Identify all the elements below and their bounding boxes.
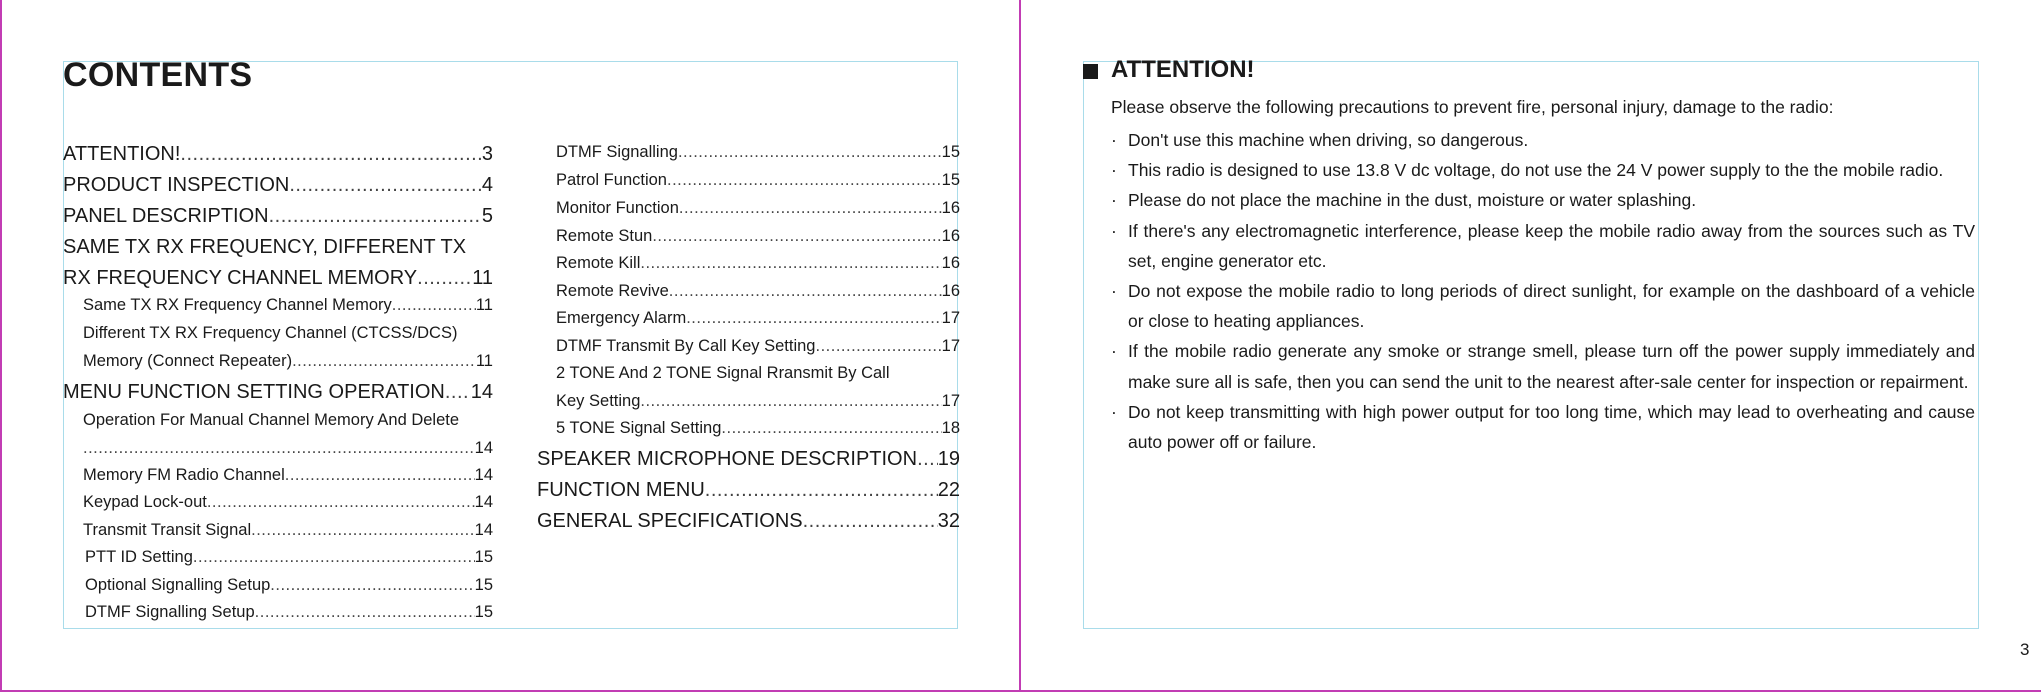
toc-entry-page: 17 <box>941 392 960 410</box>
precaution-item <box>1111 397 1975 457</box>
toc-entry-label: Keypad Lock-out <box>83 493 207 511</box>
toc-entry <box>85 548 493 572</box>
toc-leader-dots <box>705 479 938 502</box>
toc-entry-page: 32 <box>937 510 960 532</box>
toc-entry-label: DTMF Signalling <box>556 143 678 161</box>
toc-entry-label: DTMF Transmit By Call Key Setting <box>556 337 816 355</box>
precaution-item <box>1111 185 1975 215</box>
toc-entry <box>83 439 493 463</box>
toc-entry <box>63 267 493 291</box>
toc-leader-dots <box>269 205 482 228</box>
toc-leader-dots <box>83 439 475 458</box>
toc-leader-dots <box>640 254 941 273</box>
toc-entry-label: SPEAKER MICROPHONE DESCRIPTION <box>537 448 918 470</box>
toc-leader-dots <box>721 419 941 438</box>
toc-entry <box>556 282 960 306</box>
bullet-dot-icon: · <box>1111 190 1117 211</box>
toc-entry-label: Remote Revive <box>556 282 669 300</box>
toc-entry <box>83 324 457 343</box>
toc-entry <box>556 392 960 416</box>
toc-leader-dots <box>679 199 942 218</box>
toc-entry <box>537 448 960 472</box>
toc-entry-page: 16 <box>941 199 960 217</box>
toc-leader-dots <box>917 448 938 471</box>
toc-entry <box>63 174 493 198</box>
toc-entry-page: 5 <box>481 205 493 227</box>
toc-entry-page: 11 <box>472 267 493 289</box>
toc-entry-label: Different TX RX Frequency Channel (CTCSS/DCS) <box>83 324 458 342</box>
toc-leader-dots <box>815 337 941 356</box>
toc-entry <box>556 143 960 167</box>
toc-entry-page: 22 <box>937 479 960 501</box>
toc-leader-dots <box>417 267 472 290</box>
toc-entry-label: Optional Signalling Setup <box>85 576 271 594</box>
toc-entry-page: 17 <box>941 309 960 327</box>
toc-entry-label: Remote Stun <box>556 227 653 245</box>
precaution-text: Do not keep transmitting with high power output for too long time, which may lead to overheating and cause auto power off or failure. <box>1128 401 1975 453</box>
precaution-text: If there's any electromagnetic interference, please keep the mobile radio away from the sources such as TV set, engine generator etc. <box>1128 220 1975 271</box>
bullet-dot-icon: · <box>1111 281 1117 302</box>
precaution-item <box>1111 155 1975 185</box>
toc-entry <box>556 309 960 333</box>
toc-entry <box>63 236 466 259</box>
toc-leader-dots <box>270 576 474 595</box>
bullet-dot-icon: · <box>1111 160 1117 181</box>
section-square-icon <box>1083 64 1098 79</box>
attention-title: ATTENTION! <box>1111 56 1255 83</box>
toc-leader-dots <box>207 493 475 512</box>
toc-entry <box>83 521 493 545</box>
toc-entry-label: 2 TONE And 2 TONE Signal Rransmit By Call <box>556 364 890 382</box>
precaution-item <box>1111 276 1975 336</box>
precaution-text: Do not expose the mobile radio to long periods of direct sunlight, for example on the dashboard of a vehicle or close to heating appliances. <box>1128 281 1975 332</box>
toc-entry <box>556 171 960 195</box>
toc-entry-label: PTT ID Setting <box>85 548 193 566</box>
bullet-dot-icon: · <box>1111 341 1117 362</box>
toc-entry-label: Transmit Transit Signal <box>83 521 252 539</box>
toc-leader-dots <box>392 296 476 315</box>
toc-entry-label: Memory (Connect Repeater) <box>83 352 293 370</box>
toc-entry-label: ATTENTION! <box>63 143 181 165</box>
precaution-item <box>1111 216 1975 276</box>
toc-entry <box>83 296 493 320</box>
toc-entry <box>556 419 960 443</box>
toc-entry-label: PRODUCT INSPECTION <box>63 174 290 196</box>
toc-entry <box>537 479 960 503</box>
toc-entry-page: 4 <box>481 174 493 196</box>
toc-entry-page: 14 <box>474 521 493 539</box>
toc-entry-label: DTMF Signalling Setup <box>85 603 255 621</box>
toc-entry-label: Emergency Alarm <box>556 309 687 327</box>
toc-entry-page: 16 <box>941 282 960 300</box>
toc-leader-dots <box>445 381 471 404</box>
toc-entry <box>83 411 459 430</box>
toc-entry-label: MENU FUNCTION SETTING OPERATION <box>63 381 445 403</box>
toc-entry-page: 3 <box>481 143 493 165</box>
precaution-item <box>1111 336 1975 396</box>
toc-entry <box>63 143 493 167</box>
toc-entry-label: Operation For Manual Channel Memory And Delete <box>83 411 460 429</box>
toc-entry <box>537 510 960 534</box>
toc-entry-label: PANEL DESCRIPTION <box>63 205 269 227</box>
toc-entry <box>85 603 493 627</box>
toc-entry <box>63 205 493 229</box>
precaution-text: Don't use this machine when driving, so dangerous. <box>1128 130 1529 150</box>
left-page-edge <box>0 0 2 692</box>
toc-entry-page: 14 <box>470 381 493 403</box>
toc-leader-dots <box>678 143 942 162</box>
toc-leader-dots <box>640 392 941 411</box>
toc-entry-page: 15 <box>941 143 960 161</box>
toc-entry <box>85 576 493 600</box>
toc-entry-page: 14 <box>474 493 493 511</box>
bullet-dot-icon: · <box>1111 130 1117 150</box>
toc-leader-dots <box>686 309 941 328</box>
toc-entry-page: 17 <box>941 337 960 355</box>
bullet-dot-icon: · <box>1111 220 1117 241</box>
toc-entry-label: Memory FM Radio Channel <box>83 466 285 484</box>
bullet-dot-icon: · <box>1111 401 1117 422</box>
toc-leader-dots <box>180 143 481 166</box>
toc-entry <box>83 352 493 376</box>
toc-entry-page: 14 <box>474 439 493 457</box>
toc-entry-page: 18 <box>941 419 960 437</box>
page-number: 3 <box>2020 640 2030 659</box>
contents-title: CONTENTS <box>63 56 253 94</box>
toc-entry-label: 5 TONE Signal Setting <box>556 419 722 437</box>
toc-entry-label: Remote Kill <box>556 254 641 272</box>
toc-entry <box>556 227 960 251</box>
toc-entry <box>556 199 960 223</box>
precaution-text: Please do not place the machine in the dust, moisture or water splashing. <box>1128 190 1697 211</box>
toc-entry-label: Monitor Function <box>556 199 679 217</box>
precautions-list <box>1111 125 1975 457</box>
toc-entry-page: 15 <box>474 548 493 566</box>
toc-leader-dots <box>255 603 475 622</box>
toc-entry-label: SAME TX RX FREQUENCY, DIFFERENT TX <box>63 236 467 258</box>
toc-leader-dots <box>289 174 482 197</box>
toc-leader-dots <box>193 548 475 567</box>
toc-entry-label: Key Setting <box>556 392 641 410</box>
attention-intro: Please observe the following precautions to prevent fire, personal injury, damage to the radio: <box>1111 97 1834 117</box>
toc-entry-page: 15 <box>941 171 960 189</box>
toc-entry-label: RX FREQUENCY CHANNEL MEMORY <box>63 267 418 289</box>
precaution-text: This radio is designed to use 13.8 V dc voltage, do not use the 24 V power supply to the the mobile radio. <box>1128 160 1944 181</box>
toc-entry <box>63 381 493 405</box>
toc-leader-dots <box>803 510 938 533</box>
toc-entry <box>556 364 890 383</box>
toc-entry-label: Patrol Function <box>556 171 667 189</box>
toc-entry-page: 19 <box>937 448 960 470</box>
toc-leader-dots <box>292 352 476 371</box>
toc-entry <box>83 493 493 517</box>
toc-leader-dots <box>285 466 475 485</box>
precaution-item <box>1111 125 1975 155</box>
toc-entry-page: 16 <box>941 227 960 245</box>
toc-entry-page: 14 <box>474 466 493 484</box>
toc-entry-page: 15 <box>474 576 493 594</box>
toc-entry <box>556 337 960 361</box>
toc-entry-label: FUNCTION MENU <box>537 479 705 501</box>
toc-entry-page: 11 <box>475 296 493 314</box>
precaution-text: If the mobile radio generate any smoke or strange smell, please turn off the power supply immediately and make sure all is safe, then you can send the unit to the nearest after-sale center for inspection or repairment. <box>1128 341 1975 392</box>
toc-entry-label: Same TX RX Frequency Channel Memory <box>83 296 392 314</box>
toc-leader-dots <box>251 521 475 540</box>
toc-entry-page: 16 <box>941 254 960 272</box>
toc-leader-dots <box>652 227 941 246</box>
toc-entry <box>556 254 960 278</box>
toc-entry-page: 11 <box>475 352 493 370</box>
toc-leader-dots <box>667 171 942 190</box>
toc-entry <box>83 466 493 490</box>
toc-entry-page: 15 <box>474 603 493 621</box>
toc-leader-dots <box>669 282 942 301</box>
center-fold-line <box>1019 0 1021 692</box>
toc-entry-label: GENERAL SPECIFICATIONS <box>537 510 803 532</box>
